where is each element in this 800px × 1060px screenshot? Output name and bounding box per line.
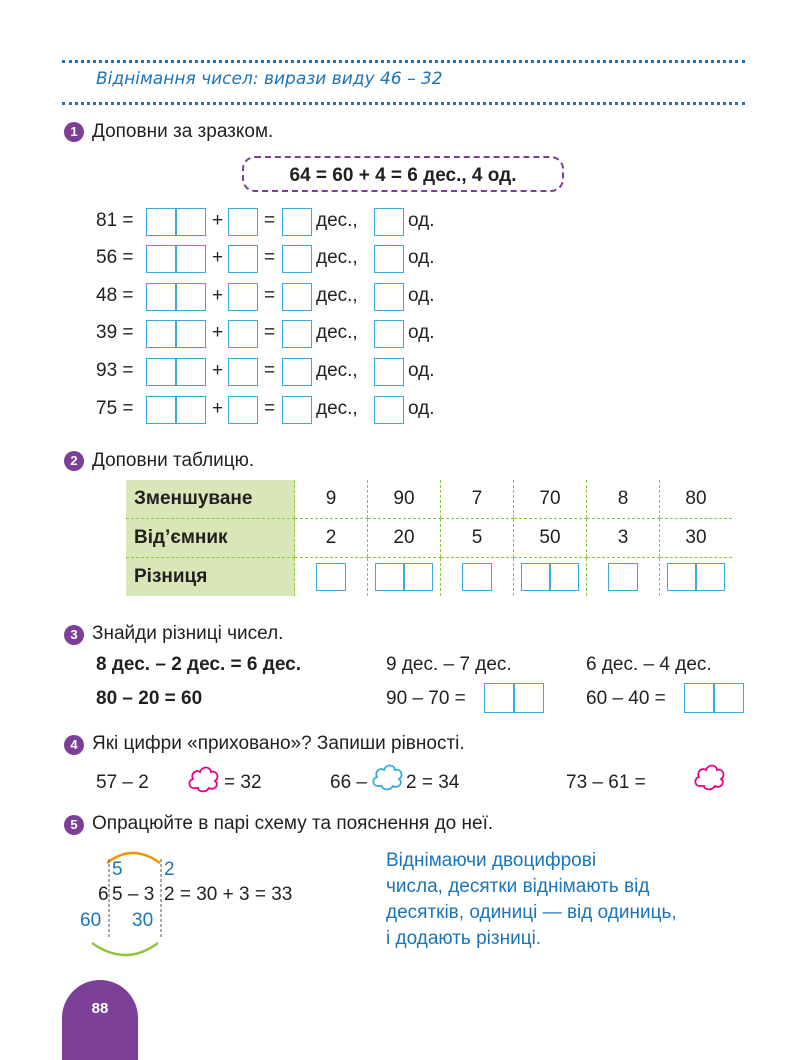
scheme-equation-b: 5 – 3: [112, 884, 155, 905]
answer-box[interactable]: [228, 283, 258, 311]
table-cell: 5: [441, 519, 514, 558]
scheme-bottom-60: 60: [80, 910, 102, 931]
answer-box[interactable]: [282, 245, 312, 273]
table-cell: 7: [441, 480, 514, 519]
equation-2-left: 66 –: [330, 772, 367, 793]
answer-box[interactable]: [282, 358, 312, 386]
equation-3-left: 73 – 61 =: [566, 772, 646, 793]
od-label: од.: [408, 322, 435, 343]
table-cell: 8: [587, 480, 660, 519]
table-cell: 30: [660, 519, 733, 558]
equation-1-right: = 32: [224, 772, 262, 793]
task-4-text: Які цифри «приховано»? Запиши рівності.: [92, 733, 465, 754]
answer-box[interactable]: [484, 683, 544, 713]
row-number: 81 =: [96, 210, 134, 231]
subtraction-table: [126, 480, 732, 596]
answer-box[interactable]: [282, 283, 312, 311]
equals-sign: =: [264, 210, 276, 231]
exercise-row: [96, 320, 476, 348]
answer-box[interactable]: [282, 208, 312, 236]
row-number: 48 =: [96, 285, 134, 306]
answer-box[interactable]: [146, 320, 206, 348]
answer-box[interactable]: [608, 563, 638, 591]
table-cell: 3: [587, 519, 660, 558]
des-label: дес.,: [316, 285, 358, 306]
answer-box[interactable]: [374, 283, 404, 311]
answer-box[interactable]: [684, 683, 744, 713]
task-5-text: Опрацюйте в парі схему та пояснення до неї.: [92, 813, 494, 834]
plus-sign: +: [212, 285, 224, 306]
scheme-bottom-30: 30: [132, 910, 154, 931]
plus-sign: +: [212, 398, 224, 419]
example-2a: 9 дес. – 7 дес.: [386, 654, 512, 675]
equals-sign: =: [264, 285, 276, 306]
answer-box[interactable]: [228, 320, 258, 348]
od-label: од.: [408, 398, 435, 419]
answer-box[interactable]: [374, 208, 404, 236]
des-label: дес.,: [316, 210, 358, 231]
exercise-row: [96, 245, 476, 273]
task-2-badge: 2: [64, 451, 84, 471]
des-label: дес.,: [316, 398, 358, 419]
sample-equation: 64 = 60 + 4 = 6 дес., 4 од.: [242, 156, 564, 192]
example-3b: 60 – 40 =: [586, 688, 666, 709]
answer-box[interactable]: [374, 358, 404, 386]
table-row: [126, 519, 732, 558]
scheme-top-5: 5: [112, 859, 123, 880]
od-label: од.: [408, 285, 435, 306]
table-cell: 2: [295, 519, 368, 558]
des-label: дес.,: [316, 360, 358, 381]
explanation-line-4: і додають різниці.: [386, 928, 542, 949]
page-number: 88: [62, 980, 138, 1060]
equation-1-left: 57 – 2: [96, 772, 149, 793]
equation-2-right: 2 = 34: [406, 772, 460, 793]
plus-sign: +: [212, 322, 224, 343]
answer-box[interactable]: [228, 245, 258, 273]
task-1-badge: 1: [64, 122, 84, 142]
des-label: дес.,: [316, 322, 358, 343]
row-number: 75 =: [96, 398, 134, 419]
answer-box[interactable]: [282, 396, 312, 424]
exercise-row: [96, 396, 476, 424]
row-number: 93 =: [96, 360, 134, 381]
plus-sign: +: [212, 247, 224, 268]
task-2-text: Доповни таблицю.: [92, 450, 255, 471]
table-cell: 50: [514, 519, 587, 558]
example-1b: 80 – 20 = 60: [96, 688, 203, 709]
row-head-difference: Різниця: [126, 558, 295, 597]
od-label: од.: [408, 210, 435, 231]
task-4-badge: 4: [64, 735, 84, 755]
cloud-icon[interactable]: [186, 762, 222, 794]
answer-box[interactable]: [521, 563, 579, 591]
cloud-icon[interactable]: [692, 760, 728, 792]
scheme-equation-a: 6: [98, 884, 109, 905]
answer-box[interactable]: [374, 396, 404, 424]
equals-sign: =: [264, 247, 276, 268]
row-number: 56 =: [96, 247, 134, 268]
explanation-line-3: десятків, одиниці — від одиниць,: [386, 902, 677, 923]
table-cell: 80: [660, 480, 733, 519]
answer-box[interactable]: [316, 563, 346, 591]
answer-box[interactable]: [146, 208, 206, 236]
exercise-row: [96, 208, 476, 236]
od-label: од.: [408, 247, 435, 268]
row-head-subtrahend: Від’ємник: [126, 519, 295, 558]
answer-box[interactable]: [146, 396, 206, 424]
equals-sign: =: [264, 398, 276, 419]
task-3-text: Знайди різниці чисел.: [92, 623, 284, 644]
explanation-line-1: Віднімаючи двоцифрові: [386, 850, 597, 871]
answer-box[interactable]: [228, 358, 258, 386]
example-2b: 90 – 70 =: [386, 688, 466, 709]
example-1a: 8 дес. – 2 дес. = 6 дес.: [96, 654, 301, 675]
row-number: 39 =: [96, 322, 134, 343]
table-cell: 70: [514, 480, 587, 519]
scheme-top-2: 2: [164, 859, 175, 880]
answer-box[interactable]: [146, 358, 206, 386]
task-5-badge: 5: [64, 815, 84, 835]
answer-box[interactable]: [228, 396, 258, 424]
answer-box[interactable]: [146, 245, 206, 273]
plus-sign: +: [212, 360, 224, 381]
answer-box[interactable]: [282, 320, 312, 348]
answer-box[interactable]: [374, 245, 404, 273]
header-divider: [62, 102, 745, 105]
answer-box[interactable]: [375, 563, 433, 591]
od-label: од.: [408, 360, 435, 381]
exercise-row: [96, 283, 476, 311]
answer-box[interactable]: [667, 563, 725, 591]
answer-box[interactable]: [462, 563, 492, 591]
answer-box[interactable]: [228, 208, 258, 236]
task-1-text: Доповни за зразком.: [92, 121, 274, 142]
section-title: Віднімання чисел: вирази виду 46 – 32: [96, 69, 443, 89]
exercise-row: [96, 358, 476, 386]
table-row: [126, 480, 732, 519]
table-cell: 90: [368, 480, 441, 519]
cloud-icon[interactable]: [370, 760, 406, 792]
plus-sign: +: [212, 210, 224, 231]
equals-sign: =: [264, 322, 276, 343]
table-cell: 9: [295, 480, 368, 519]
scheme-equation-c: 2 = 30 + 3 = 33: [164, 884, 293, 905]
des-label: дес.,: [316, 247, 358, 268]
table-cell: 20: [368, 519, 441, 558]
answer-box[interactable]: [146, 283, 206, 311]
example-3a: 6 дес. – 4 дес.: [586, 654, 712, 675]
table-row: [126, 558, 732, 597]
answer-box[interactable]: [374, 320, 404, 348]
equals-sign: =: [264, 360, 276, 381]
row-head-minuend: Зменшуване: [126, 480, 295, 519]
explanation-line-2: числа, десятки віднімають від: [386, 876, 650, 897]
task-3-badge: 3: [64, 625, 84, 645]
top-divider: [62, 60, 745, 63]
